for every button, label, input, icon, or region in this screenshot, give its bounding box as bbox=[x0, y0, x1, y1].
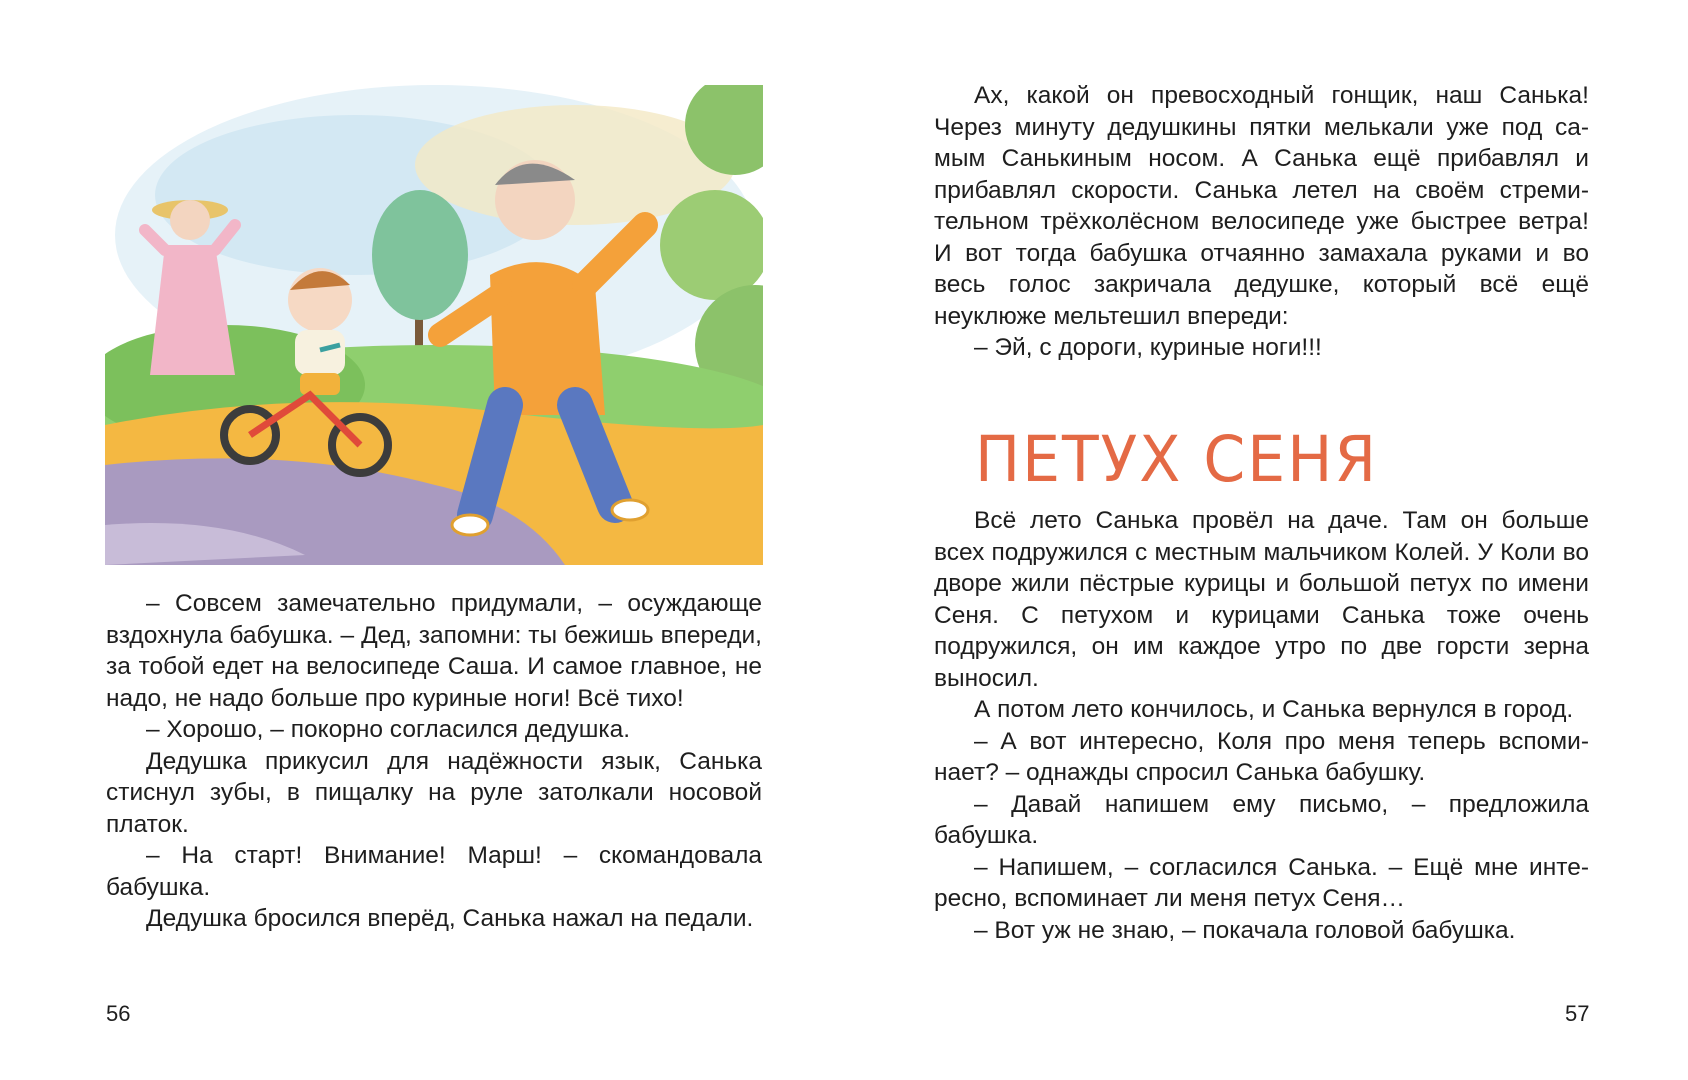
paragraph: – Давай напишем ему письмо, – предложила бабушка. bbox=[934, 790, 1589, 849]
paragraph: Дедушка бросился вперёд, Санька нажал на педали. bbox=[146, 905, 754, 932]
story-illustration bbox=[105, 85, 763, 565]
right-page-text-bottom bbox=[934, 505, 1589, 946]
chapter-title: ПЕТУХ СЕНЯ bbox=[975, 423, 1379, 497]
paragraph: – Совсем замечательно придумали, – осуждающе вздохнула бабушка. – Дед, запомни: ты бежишь впереди, за тобой едет на велосипеде Саша. И самое главное, не надо, не надо больше про куриные ноги! Всё тихо! bbox=[106, 590, 762, 712]
paragraph: – Напишем, – согласился Санька. – Ещё мне интересно, вспоминает ли меня петух Сеня… bbox=[934, 853, 1589, 912]
right-page-text-top bbox=[934, 80, 1589, 364]
paragraph: – Вот уж не знаю, – покачала головой бабушка. bbox=[974, 916, 1516, 944]
paragraph: Ах, какой он превосходный гонщик, наш Санька! Через минуту дедушкины пятки мелькали уже под самым Санькиным носом. А Санька ещё прибавлял и прибавлял скорости. Санька летел на своём стремительном трёхколёсном велосипеде уже быстрее ветра! И вот тогда бабушка отчаянно замахала руками и во весь голос закричала дедушке, который всё ещё неуклюже мельтешил впереди: bbox=[934, 82, 1589, 330]
paragraph: – Хорошо, – покорно согласился дедушка. bbox=[146, 716, 631, 743]
paragraph: – А вот интересно, Коля про меня теперь вспоминает? – однажды спросил Санька бабушку. bbox=[934, 727, 1589, 786]
left-page-text bbox=[106, 588, 762, 935]
paragraph: – Эй, с дороги, куриные ноги!!! bbox=[974, 334, 1322, 361]
grandpa-running-with-child-on-tricycle-illustration bbox=[105, 85, 763, 565]
paragraph: Дедушка прикусил для надёжности язык, Санька стиснул зубы, в пищалку на руле затолкали носовой платок. bbox=[106, 747, 762, 838]
page-number: 57 bbox=[1565, 1001, 1590, 1026]
paragraph: – На старт! Внимание! Марш! – скомандовала бабушка. bbox=[106, 842, 762, 901]
paragraph: Всё лето Санька провёл на даче. Там он больше всех подружился с местным мальчиком Колей. У Коли во дворе жили пёстрые курицы и большой петух по имени Сеня. С петухом и курицами Санька тоже очень подружился, он им каждое утро по две горсти зерна выносил. bbox=[934, 507, 1589, 692]
paragraph: А потом лето кончилось, и Санька вернулся в город. bbox=[974, 696, 1574, 723]
page-number: 56 bbox=[106, 1001, 131, 1026]
